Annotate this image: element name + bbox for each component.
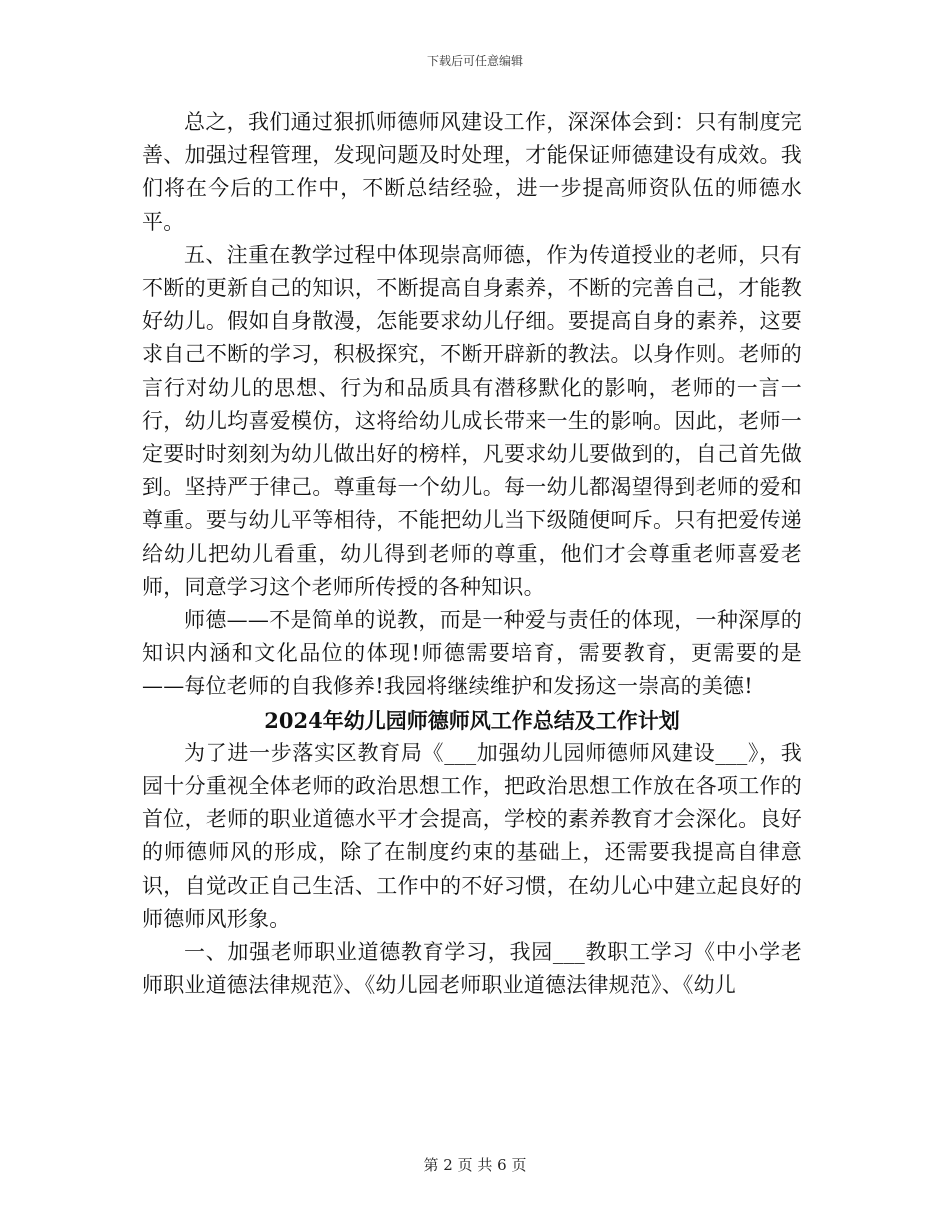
paragraph-summary: 总之，我们通过狠抓师德师风建设工作，深深体会到：只有制度完善、加强过程管理，发现问题及时处理，才能保证师德建设有成效。我们将在今后的工作中，不断总结经验，进一步提高师资队伍的师德水平。 <box>142 110 802 234</box>
page-footer: 第 2 页 共 6 页 <box>423 1156 527 1174</box>
paragraph-section-five: 五、注重在教学过程中体现崇高师德，作为传道授业的老师，只有不断的更新自己的知识，不断提高自身素养，不断的完善自己，才能教好幼儿。假如自身散漫，怎能要求幼儿仔细。要提高自身的素养，这要求自己不断的学习，积极探究，不断开辟新的教法。以身作则。老师的言行对幼儿的思想、行为和品质具有潜移默化的影响，老师的一言一行，幼儿均喜爱模仿，这将给幼儿成长带来一生的影响。因此，老师一定要时时刻刻为幼儿做出好的榜样，凡要求幼儿要做到的，自己首先做到。坚持严于律己。尊重每一个幼儿。每一幼儿都渴望得到老师的爱和尊重。要与幼儿平等相待，不能把幼儿当下级随便呵斥。只有把爱传递给幼儿把幼儿看重，幼儿得到老师的尊重，他们才会尊重老师喜爱老师，同意学习这个老师所传授的各种知识。 <box>142 242 802 599</box>
paragraph-intro: 为了进一步落实区教育局《___加强幼儿园师德师风建设___》，我园十分重视全体老师的政治思想工作，把政治思想工作放在各项工作的首位，老师的职业道德水平才会提高，学校的素养教育才会深化。良好的师德师风的形成，除了在制度约束的基础上，还需要我提高自律意识，自觉改正自己生活、工作中的不好习惯，在幼儿心中建立起良好的师德师风形象。 <box>142 740 802 931</box>
section-title: 2024年幼儿园师德师风工作总结及工作计划 <box>264 707 680 733</box>
page-header: 下载后可任意编辑 <box>426 54 523 68</box>
document-body <box>142 106 802 1002</box>
paragraph-item-one: 一、加强老师职业道德教育学习，我园___教职工学习《中小学老师职业道德法律规范》、《幼儿园老师职业道德法律规范》、《幼儿 <box>142 940 802 998</box>
paragraph-teacher-ethics: 师德——不是简单的说教，而是一种爱与责任的体现，一种深厚的知识内涵和文化品位的体现!师德需要培育，需要教育，更需要的是——每位老师的自我修养!我园将继续维护和发扬这一崇高的美德! <box>142 608 802 699</box>
